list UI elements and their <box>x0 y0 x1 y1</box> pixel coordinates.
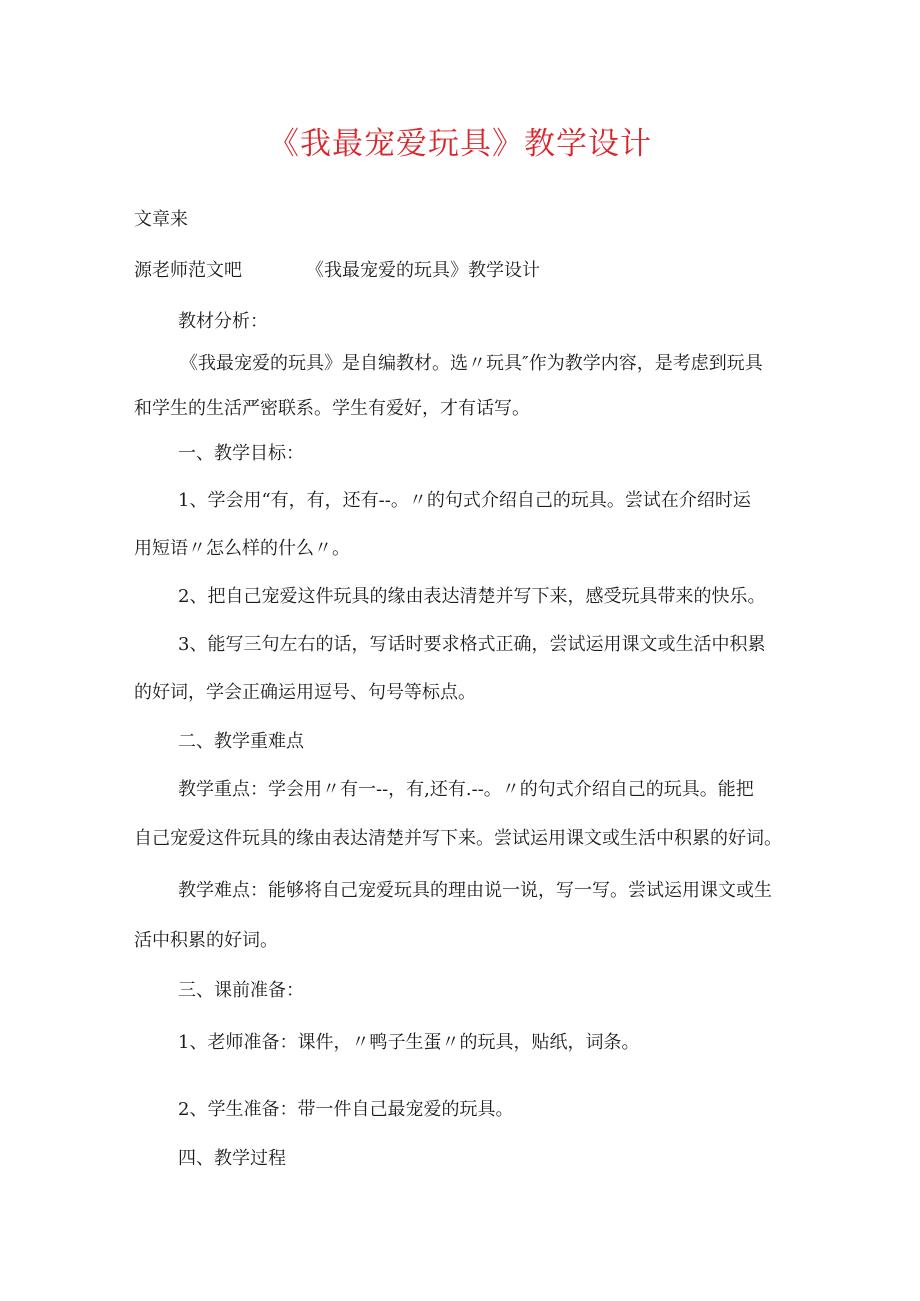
paragraph-line: 活中积累的好词。 <box>134 930 278 951</box>
section-heading: 三、课前准备： <box>178 980 304 1001</box>
source-line-1: 文章来 <box>134 209 188 230</box>
section-heading: 二、教学重难点 <box>178 731 304 752</box>
paragraph-line: 教学重点：学会用〃有一--，有,还有.--。〃的句式介绍自己的玩具。能把 <box>178 779 754 800</box>
paragraph-line: 的好词，学会正确运用逗号、句号等标点。 <box>134 682 476 703</box>
paragraph-line: 教学难点：能够将自己宠爱玩具的理由说一说，写一写。尝试运用课文或生 <box>178 880 772 901</box>
section-heading: 四、教学过程 <box>178 1148 286 1169</box>
paragraph-line: 2、学生准备：带一件自己最宠爱的玩具。 <box>178 1099 514 1120</box>
paragraph-line: 1、学会用“有，有，还有--。〃的句式介绍自己的玩具。尝试在介绍时运 <box>178 490 751 511</box>
paragraph-line: 和学生的生活严密联系。学生有爱好，才有话写。 <box>134 398 530 419</box>
document-title: 《我最宠爱玩具》教学设计 <box>268 126 652 162</box>
paragraph-line: 2、把自己宠爱这件玩具的缘由表达清楚并写下来，感受玩具带来的快乐。 <box>178 586 766 607</box>
paragraph-line: 用短语〃怎么样的什么〃。 <box>134 538 350 559</box>
paragraph-line: 自己宠爱这件玩具的缘由表达清楚并写下来。尝试运用课文或生活中积累的好词。 <box>134 828 782 849</box>
source-line-2 <box>134 258 540 284</box>
paragraph-line: 3、能写三句左右的话，写话时要求格式正确，尝试运用课文或生活中积累 <box>178 634 766 655</box>
source-site: 源老师范文吧 <box>134 260 242 281</box>
paragraph-line: 《我最宠爱的玩具》是自编教材。选〃玩具″作为教学内容，是考虑到玩具 <box>180 353 763 374</box>
paragraph-line: 教材分析： <box>178 311 268 332</box>
paragraph-line: 1、老师准备：课件，〃鸭子生蛋〃的玩具，贴纸，词条。 <box>178 1032 640 1053</box>
section-heading: 一、教学目标： <box>178 443 304 464</box>
source-article-title: 《我最宠爱的玩具》教学设计 <box>306 260 540 281</box>
